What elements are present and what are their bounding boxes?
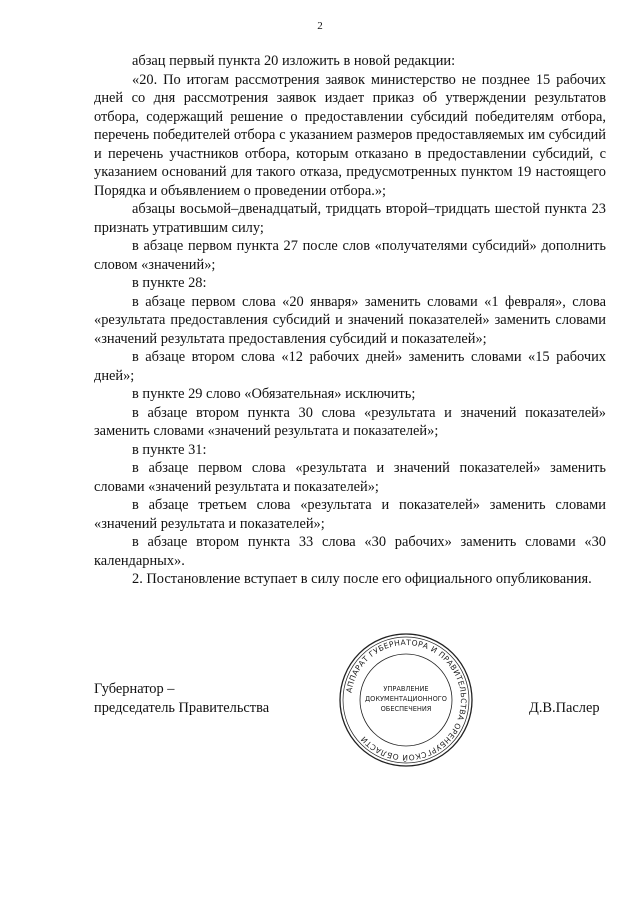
signatory-title-line: Губернатор –: [94, 681, 175, 697]
signatory-name: Д.В.Паслер: [529, 700, 600, 716]
paragraph: в пункте 28:: [132, 275, 207, 291]
paragraph: в абзаце первом слова «20 января» заменить словами «1 февраля», слова «результата предоставления субсидий и значений показателей» заменить словами «значений результата предоставления субсидий и показателей»;: [94, 293, 606, 347]
paragraph: в абзаце втором пункта 30 слова «результата и значений показателей» заменить словами «значений результата и показателей»;: [94, 404, 606, 439]
document-body: [94, 52, 606, 589]
paragraph: абзацы восьмой–двенадцатый, тридцать второй–тридцать шестой пункта 23 признать утратившим силу;: [94, 201, 606, 236]
paragraph: «20. По итогам рассмотрения заявок министерство не позднее 15 рабочих дней со дня рассмотрения заявок издает приказ об утверждении результатов отбора, содержащий решение о предоставлении субсидий победителям отбора, перечень победителей отбора с указанием размеров предоставляемых им субсидий и перечень участников отбора, которым отказано в предоставлении субсидий, с указанием оснований для такого отказа, предусмотренных пунктом 19 настоящего Порядка и объявлением о проведении отбора.»;: [94, 71, 606, 199]
stamp-inner-line: УПРАВЛЕНИЕ: [383, 685, 429, 693]
stamp-outer-text: АППАРАТ ГУБЕРНАТОРА И ПРАВИТЕЛЬСТВА ОРЕНБУРГСКОЙ ОБЛАСТИ: [344, 637, 469, 763]
signatory-title: [94, 680, 269, 717]
official-stamp: [338, 632, 474, 768]
paragraph: абзац первый пункта 20 изложить в новой редакции:: [132, 53, 456, 69]
paragraph: в пункте 29 слово «Обязательная» исключить;: [132, 386, 416, 402]
stamp-inner-line: ДОКУМЕНТАЦИОННОГО: [365, 695, 447, 703]
paragraph: в абзаце втором пункта 33 слова «30 рабочих» заменить словами «30 календарных».: [94, 534, 606, 569]
paragraph: 2. Постановление вступает в силу после его официального опубликования.: [132, 571, 592, 587]
paragraph: в абзаце первом слова «результата и значений показателей» заменить словами «значений результата и показателей»;: [94, 460, 606, 495]
paragraph: в абзаце втором слова «12 рабочих дней» заменить словами «15 рабочих дней»;: [94, 349, 606, 384]
page-number: 2: [317, 20, 323, 32]
paragraph: в абзаце третьем слова «результата и показателей» заменить словами «значений результата и показателей»;: [94, 497, 606, 532]
paragraph: в абзаце первом пункта 27 после слов «получателями субсидий» дополнить словом «значений»;: [94, 238, 606, 273]
paragraph: в пункте 31:: [132, 441, 207, 458]
stamp-inner-line: ОБЕСПЕЧЕНИЯ: [380, 705, 432, 713]
signatory-title-line: председатель Правительства: [94, 699, 270, 716]
